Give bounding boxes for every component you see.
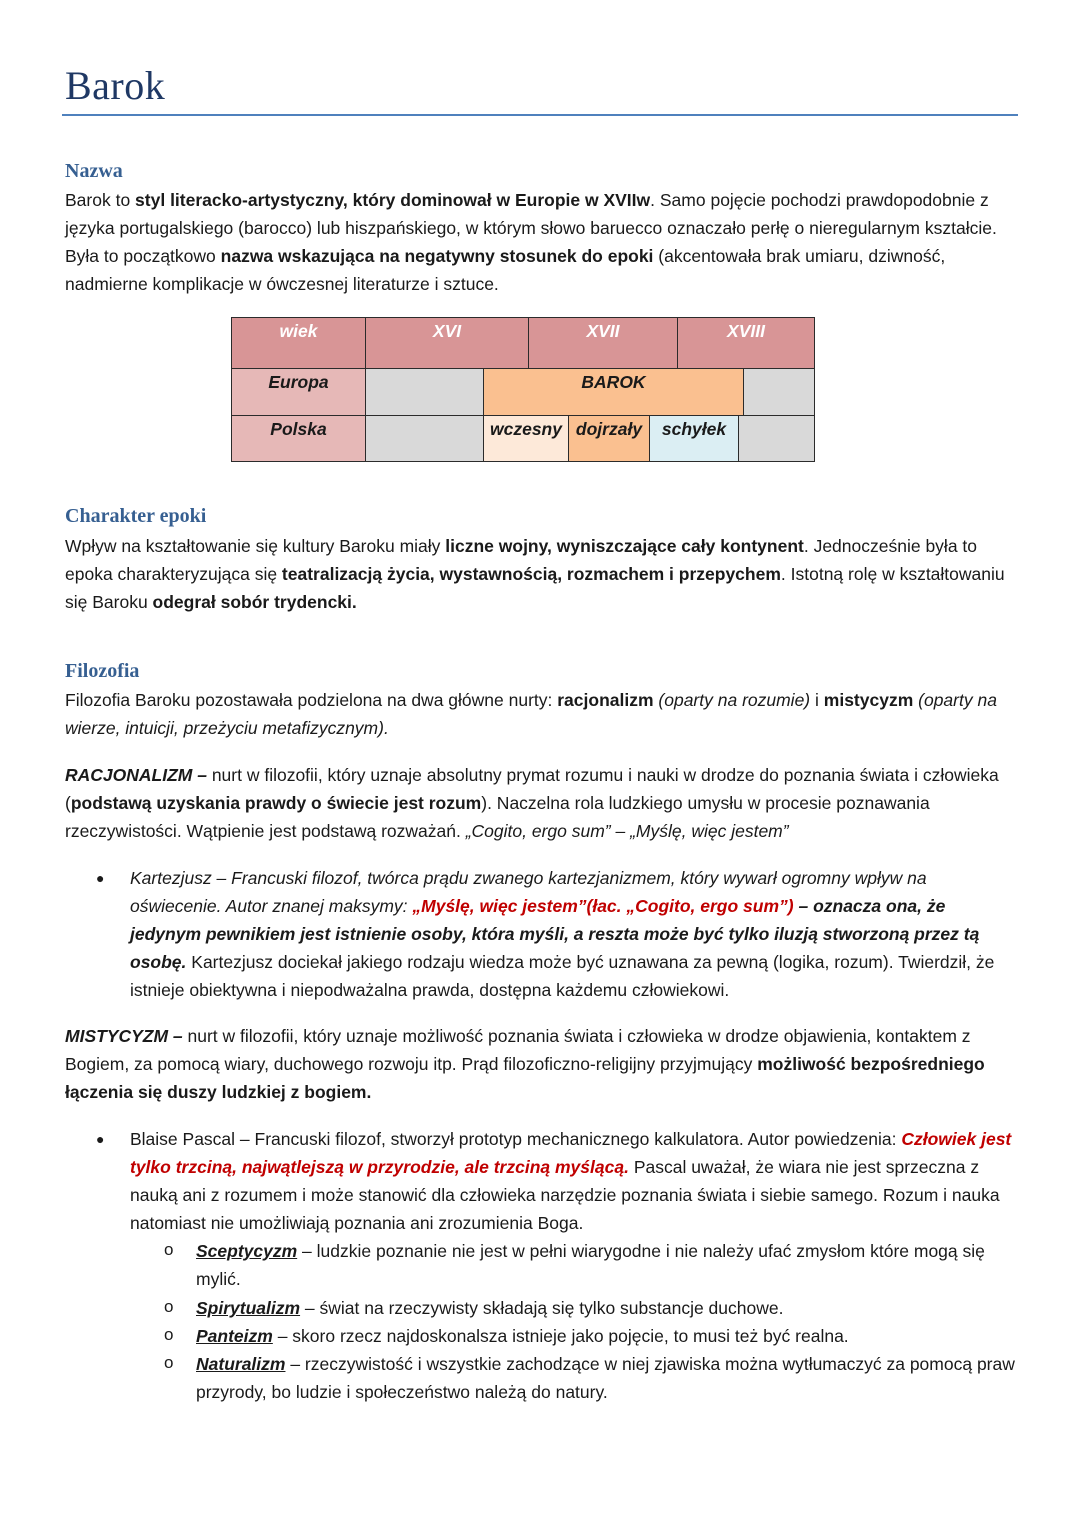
polska-empty-end xyxy=(738,415,815,462)
europa-empty-end xyxy=(743,368,815,416)
bullet-icon: ● xyxy=(96,870,105,886)
circle-bullet-icon: o xyxy=(164,1240,174,1259)
paragraph-nazwa: Barok to styl literacko-artystyczny, który dominował w Europie w XVIIw. Samo pojęcie pochodzi prawdopodobnie z języka portugalskiego (barocco) lub hiszpańskiego, w którym słowo baruecco oznaczało perłę o nieregularnym kształcie. Była to początkowo nazwa wskazująca na negatywny stosunek do epoki (akcentowała brak umiaru, dziwność, nadmierne komplikacje w ówczesnej literaturze i sztuce. xyxy=(65,190,997,294)
polska-empty-start xyxy=(365,415,484,462)
header-xvi: XVI xyxy=(365,317,529,369)
polska-phase-dojrzaly: dojrzały xyxy=(568,415,650,462)
epoch-timeline-table xyxy=(231,317,815,462)
list-item-kartezjusz: Kartezjusz – Francuski filozof, twórca prądu zwanego kartezjanizmem, który wywarł ogromny wpływ na oświecenie. Autor znanej maksymy: „Myślę, więc jestem”(łac. „Cogito, ergo sum”) – oznacza ona, że jedynym pewnikiem jest istnienie osoby, która myśli, a reszta może być tylko iluzją stworzoną przez tą osobę. Kartezjusz dociekał jakiego rodzaju wiedza może być uznawana za pewną (logika, rozum). Twierdził, że istnieje obiektywna i niepodważalna prawda, dostępna każdemu człowiekowi. xyxy=(130,868,995,1000)
polska-phase-schylek: schyłek xyxy=(649,415,739,462)
title-underline xyxy=(62,114,1018,116)
paragraph-mistycyzm: MISTYCYZM – nurt w filozofii, który uznaje możliwość poznania świata i człowieka w drodze objawienia, kontaktem z Bogiem, za pomocą wiary, duchowego rozwoju itp. Prąd filozoficzno-religijny przyjmujący możliwość bezpośredniego łączenia się duszy ludzkiej z bogiem. xyxy=(65,1026,985,1102)
paragraph-racjonalizm: RACJONALIZM – nurt w filozofii, który uznaje absolutny prymat rozumu i nauki w drodze do poznania świata i człowieka (podstawą uzyskania prawdy o świecie jest rozum). Naczelna rola ludzkiego umysłu w procesie poznawania rzeczywistości. Wątpienie jest podstawą rozważań. „Cogito, ergo sum” – „Myślę, więc jestem” xyxy=(65,765,999,841)
header-xvii: XVII xyxy=(528,317,678,369)
circle-bullet-icon: o xyxy=(164,1353,174,1372)
sub-item-spirytualizm: Spirytualizm – świat na rzeczywisty składają się tylko substancje duchowe. xyxy=(196,1298,784,1318)
polska-phase-wczesny: wczesny xyxy=(483,415,569,462)
circle-bullet-icon: o xyxy=(164,1297,174,1316)
page-title: Barok xyxy=(65,63,166,108)
list-item-pascal: Blaise Pascal – Francuski filozof, stworzył prototyp mechanicznego kalkulatora. Autor powiedzenia: Człowiek jest tylko trzciną, najwątlejszą w przyrodzie, ale trzciną myślącą. Pascal uważał, że wiara nie jest sprzeczna z nauką ani z rozumem i może stanowić dla człowieka narzędzie poznania świata i siebie samego. Rozum i nauka natomiast nie umożliwiają poznania ani zrozumienia Boga. xyxy=(130,1129,1012,1233)
header-xviii: XVIII xyxy=(677,317,815,369)
header-wiek: wiek xyxy=(231,317,366,369)
sub-item-naturalizm: Naturalizm – rzeczywistość i wszystkie zachodzące w niej zjawiska można wytłumaczyć za pomocą praw przyrody, bo ludzie i społeczeństwo należą do natury. xyxy=(196,1354,1015,1402)
sub-item-panteizm: Panteizm – skoro rzecz najdoskonalsza istnieje jako pojęcie, to musi też być realna. xyxy=(196,1326,849,1346)
circle-bullet-icon: o xyxy=(164,1325,174,1344)
europa-empty-start xyxy=(365,368,484,416)
row-label-europa: Europa xyxy=(231,368,366,416)
heading-charakter-epoki: Charakter epoki xyxy=(65,505,207,527)
paragraph-charakter: Wpływ na kształtowanie się kultury Baroku miały liczne wojny, wyniszczające cały kontynent. Jednocześnie była to epoka charakteryzująca się teatralizacją życia, wystawnością, rozmachem i przepychem. Istotną rolę w kształtowaniu się Baroku odegrał sobór trydencki. xyxy=(65,536,1005,612)
row-label-polska: Polska xyxy=(231,415,366,462)
europa-barok-span: BAROK xyxy=(483,368,744,416)
heading-nazwa: Nazwa xyxy=(65,160,123,182)
heading-filozofia: Filozofia xyxy=(65,660,140,682)
bullet-icon: ● xyxy=(96,1131,105,1147)
sub-item-sceptycyzm: Sceptycyzm – ludzkie poznanie nie jest w pełni wiarygodne i nie należy ufać zmysłom które mogą się mylić. xyxy=(196,1241,985,1289)
paragraph-filozofia-intro: Filozofia Baroku pozostawała podzielona na dwa główne nurty: racjonalizm (oparty na rozumie) i mistycyzm (oparty na wierze, intuicji, przeżyciu metafizycznym). xyxy=(65,690,997,738)
